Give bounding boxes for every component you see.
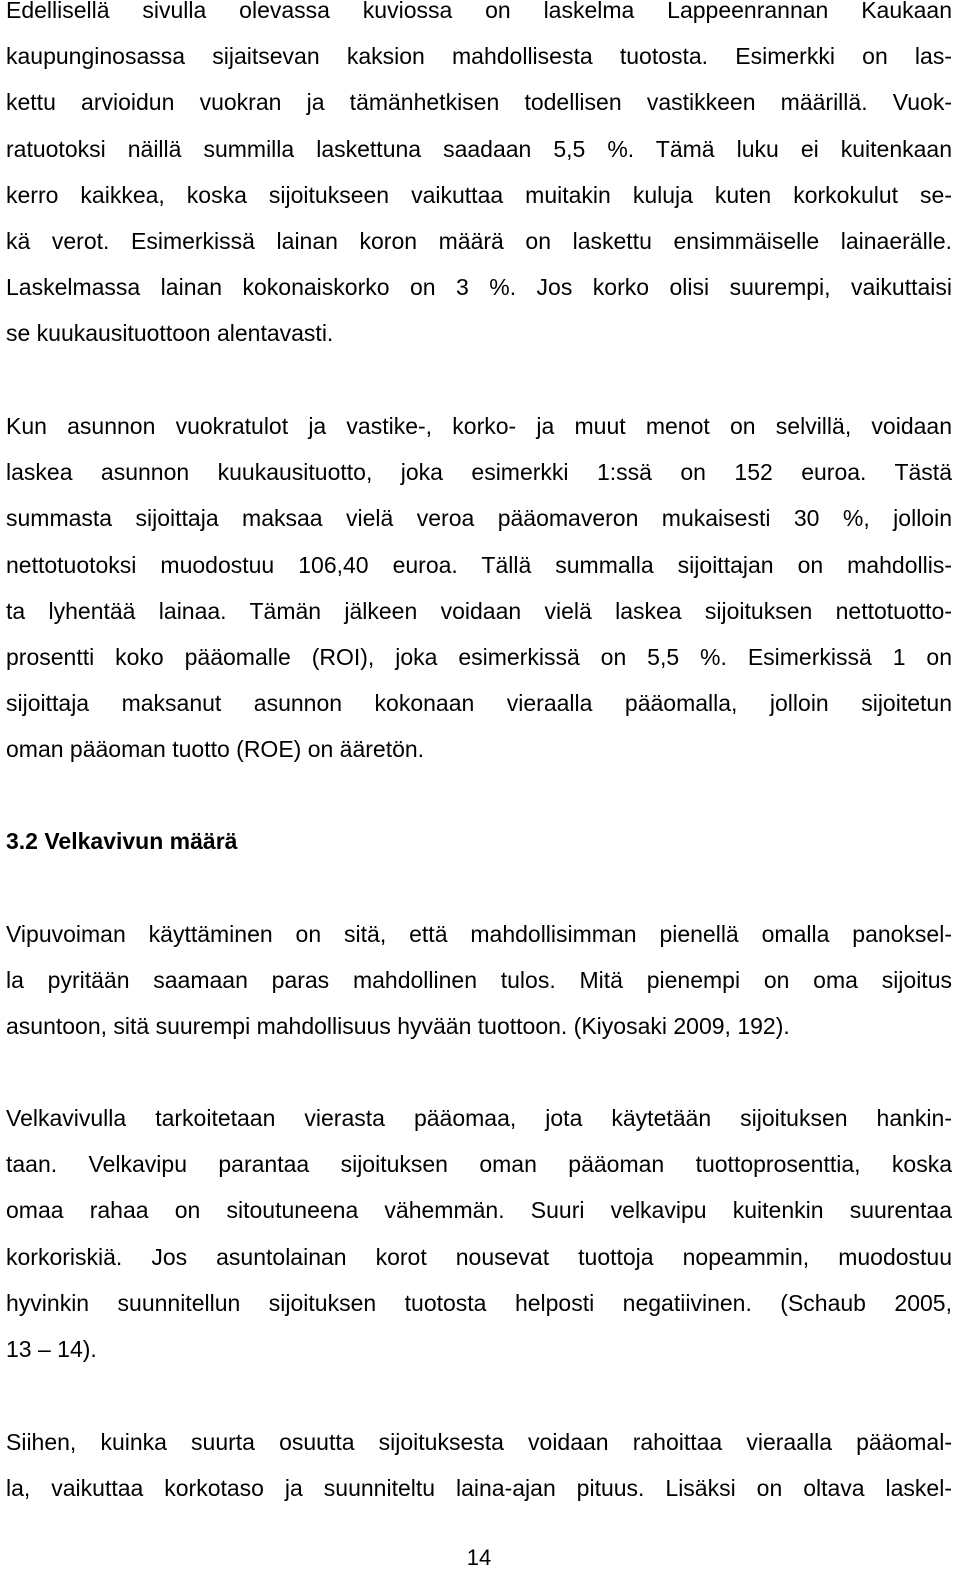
text-line: prosentti koko pääomalle (ROI), joka esimerkissä on 5,5 %. Esimerkissä 1 on: [6, 643, 952, 670]
section-heading: 3.2 Velkavivun määrä: [6, 828, 238, 854]
text-line: Edellisellä sivulla olevassa kuviossa on laskelma Lappeenrannan Kaukaan: [6, 0, 952, 23]
text-line: 13 – 14).: [6, 1335, 97, 1362]
document-page: [6, 0, 952, 1576]
paragraph-2: [6, 403, 952, 773]
paragraph-1: [6, 0, 952, 357]
paragraph-5: [6, 1419, 952, 1511]
text-line: la, vaikuttaa korkotaso ja suunniteltu laina-ajan pituus. Lisäksi on oltava laskel-: [6, 1475, 952, 1502]
text-line: omaa rahaa on sitoutuneena vähemmän. Suuri velkavipu kuitenkin suurentaa: [6, 1197, 952, 1224]
text-line: laskea asunnon kuukausituotto, joka esimerkki 1:ssä on 152 euroa. Tästä: [6, 459, 952, 486]
text-line: korkoriskiä. Jos asuntolainan korot nousevat tuottoja nopeammin, muodostuu: [6, 1243, 952, 1270]
text-line: oman pääoman tuotto (ROE) on ääretön.: [6, 736, 425, 763]
text-line: Velkavivulla tarkoitetaan vierasta pääomaa, jota käytetään sijoituksen hankin-: [6, 1105, 952, 1131]
text-line: Laskelmassa lainan kokonaiskorko on 3 %. Jos korko olisi suurempi, vaikuttaisi: [6, 274, 952, 301]
paragraph-4: [6, 1095, 952, 1372]
text-line: se kuukausituottoon alentavasti.: [6, 320, 334, 347]
text-line: Siihen, kuinka suurta osuutta sijoituksesta voidaan rahoittaa vieraalla pääomal-: [6, 1429, 952, 1455]
text-line: sijoittaja maksanut asunnon kokonaan vieraalla pääomalla, jolloin sijoitetun: [6, 690, 952, 717]
text-line: kettu arvioidun vuokran ja tämänhetkisen todellisen vastikkeen määrillä. Vuok-: [6, 89, 952, 116]
text-line: kerro kaikkea, koska sijoitukseen vaikuttaa muitakin kuluja kuten korkokulut se-: [6, 181, 952, 208]
page-number: 14: [466, 1545, 492, 1570]
text-line: nettotuotoksi muodostuu 106,40 euroa. Tällä summalla sijoittajan on mahdollis-: [6, 551, 952, 578]
text-line: taan. Velkavipu parantaa sijoituksen oman pääoman tuottoprosenttia, koska: [6, 1151, 952, 1178]
paragraph-3: [6, 911, 952, 1050]
text-line: la pyritään saamaan paras mahdollinen tulos. Mitä pienempi on oma sijoitus: [6, 967, 952, 994]
text-line: kä verot. Esimerkissä lainan koron määrä on laskettu ensimmäiselle lainaerälle.: [6, 227, 952, 254]
text-line: Vipuvoiman käyttäminen on sitä, että mahdollisimman pienellä omalla panoksel-: [6, 921, 952, 947]
text-line: summasta sijoittaja maksaa vielä veroa pääomaveron mukaisesti 30 %, jolloin: [6, 505, 952, 532]
text-line: Kun asunnon vuokratulot ja vastike-, korko- ja muut menot on selvillä, voidaan: [6, 413, 952, 439]
text-line: asuntoon, sitä suurempi mahdollisuus hyvään tuottoon. (Kiyosaki 2009, 192).: [6, 1013, 790, 1040]
text-line: ratuotoksi näillä summilla laskettuna saadaan 5,5 %. Tämä luku ei kuitenkaan: [6, 135, 952, 162]
text-line: kaupunginosassa sijaitsevan kaksion mahdollisesta tuotosta. Esimerkki on las-: [6, 43, 952, 70]
text-line: ta lyhentää lainaa. Tämän jälkeen voidaan vielä laskea sijoituksen nettotuotto-: [6, 597, 952, 624]
text-line: hyvinkin suunnitellun sijoituksen tuotosta helposti negatiivinen. (Schaub 2005,: [6, 1289, 952, 1316]
